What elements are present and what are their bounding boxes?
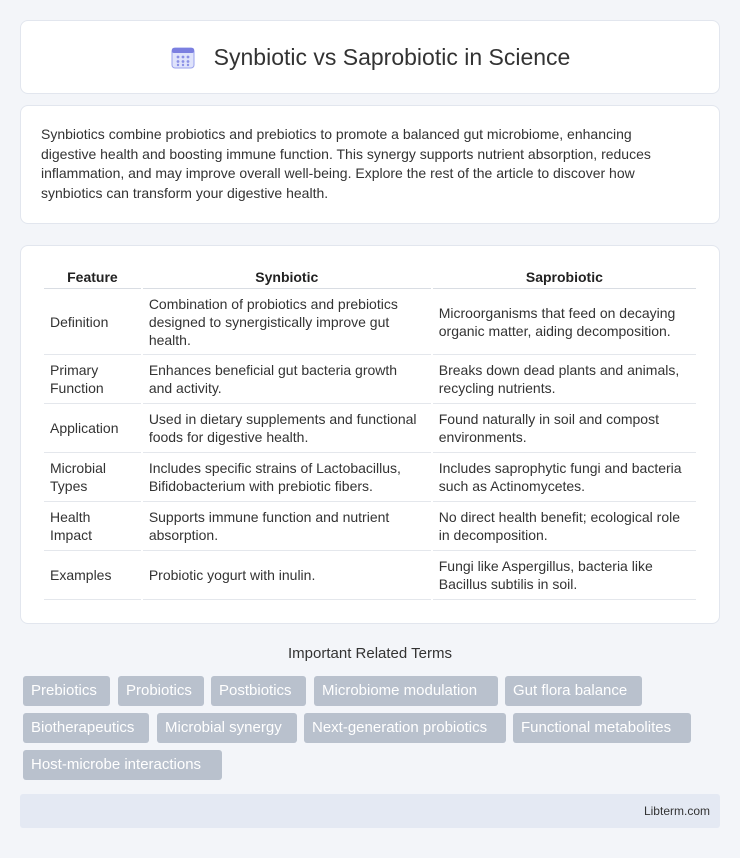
- table-row: [44, 404, 696, 453]
- column-header-saprobiotic: Saprobiotic: [433, 265, 696, 289]
- table-row: [44, 551, 696, 600]
- related-term-tag[interactable]: Postbiotics: [211, 676, 306, 706]
- cell-line: recycling nutrients.: [438, 380, 556, 396]
- related-term-tag[interactable]: Microbial synergy: [157, 713, 297, 743]
- table-row: [44, 502, 696, 551]
- intro-paragraph: [41, 125, 699, 203]
- cell-line: environments.: [438, 429, 527, 445]
- column-header-feature: Feature: [44, 265, 141, 289]
- footer: [20, 794, 720, 828]
- cell-synbiotic: [143, 551, 431, 600]
- cell-line: Probiotic yogurt with inulin.: [148, 567, 316, 583]
- related-term-tag[interactable]: Prebiotics: [23, 676, 110, 706]
- related-term-tag[interactable]: Next-generation probiotics: [304, 713, 506, 743]
- footer-site[interactable]: Libterm.com: [643, 804, 710, 818]
- table-header-row: [44, 265, 696, 289]
- cell-line: Found naturally in soil and compost: [438, 411, 659, 427]
- cell-line: and activity.: [148, 380, 222, 396]
- intro-line: Synbiotics combine probiotics and prebiotics to promote a balanced gut microbiome, enhancing: [41, 126, 632, 142]
- cell-synbiotic: [143, 404, 431, 453]
- intro-line: inflammation, and may improve overall well-being. Explore the rest of the article to discover how: [41, 165, 635, 181]
- related-term-tag[interactable]: Gut flora balance: [505, 676, 642, 706]
- column-header-synbiotic: Synbiotic: [143, 265, 431, 289]
- page-title: Synbiotic vs Saprobiotic in Science: [213, 43, 571, 70]
- cell-line: No direct health benefit; ecological role: [438, 509, 681, 525]
- cell-line: such as Actinomycetes.: [438, 478, 586, 494]
- cell-line: Impact: [50, 527, 93, 543]
- cell-line: Breaks down dead plants and animals,: [438, 362, 680, 378]
- cell-saprobiotic: [433, 551, 696, 600]
- cell-feature: [44, 453, 141, 502]
- cell-saprobiotic: [433, 453, 696, 502]
- cell-saprobiotic: [433, 502, 696, 551]
- intro-line: synbiotics can transform your digestive health.: [41, 184, 329, 201]
- cell-line: Types: [50, 478, 88, 494]
- cell-line: Enhances beneficial gut bacteria growth: [148, 362, 398, 378]
- cell-line: Used in dietary supplements and functional: [148, 411, 417, 427]
- related-term-tag[interactable]: Functional metabolites: [513, 713, 691, 743]
- cell-line: Combination of probiotics and prebiotics: [148, 295, 398, 312]
- cell-saprobiotic: [433, 404, 696, 453]
- table-row: [44, 453, 696, 502]
- comparison-table: [42, 265, 698, 600]
- cell-line: Function: [50, 380, 104, 396]
- cell-line: Microorganisms that feed on decaying: [438, 304, 676, 321]
- header-card: [20, 20, 720, 94]
- cell-synbiotic: [143, 289, 431, 355]
- cell-feature: [44, 355, 141, 404]
- cell-line: Bifidobacterium with prebiotic fibers.: [148, 478, 373, 494]
- intro-card: [20, 105, 720, 224]
- cell-line: absorption.: [148, 527, 219, 543]
- cell-line: Supports immune function and nutrient: [148, 509, 390, 525]
- cell-synbiotic: [143, 355, 431, 404]
- cell-saprobiotic: [433, 289, 696, 355]
- cell-line: Application: [50, 420, 119, 436]
- related-terms-title: Important Related Terms: [288, 645, 452, 662]
- cell-saprobiotic: [433, 355, 696, 404]
- related-term-tag[interactable]: Microbiome modulation: [314, 676, 498, 706]
- cell-line: health.: [148, 331, 191, 348]
- related-term-tag[interactable]: Host-microbe interactions: [23, 750, 222, 780]
- cell-feature: [44, 551, 141, 600]
- cell-feature: [44, 502, 141, 551]
- cell-line: Examples: [50, 567, 112, 583]
- cell-line: Health: [50, 509, 91, 525]
- cell-line: Bacillus subtilis in soil.: [438, 576, 578, 592]
- cell-line: designed to synergistically improve gut: [148, 313, 390, 330]
- cell-line: Includes specific strains of Lactobacillus,: [148, 460, 401, 476]
- cell-synbiotic: [143, 453, 431, 502]
- cell-line: foods for digestive health.: [148, 429, 309, 445]
- table-row: [44, 289, 696, 355]
- related-term-tag[interactable]: Probiotics: [118, 676, 204, 706]
- comparison-card: [20, 245, 720, 624]
- cell-line: organic matter, aiding decomposition.: [438, 322, 671, 339]
- related-term-tag[interactable]: Biotherapeutics: [23, 713, 149, 743]
- cell-line: Includes saprophytic fungi and bacteria: [438, 460, 682, 476]
- cell-synbiotic: [143, 502, 431, 551]
- intro-line: digestive health and boosting immune function. This synergy supports nutrient absorption, reduces: [41, 145, 651, 162]
- table-row: [44, 355, 696, 404]
- calendar-icon: [170, 44, 196, 70]
- cell-line: Microbial: [50, 460, 107, 476]
- cell-line: Fungi like Aspergillus, bacteria like: [438, 558, 653, 574]
- cell-line: Definition: [50, 313, 109, 330]
- cell-feature: [44, 289, 141, 355]
- cell-line: in decomposition.: [438, 527, 548, 543]
- cell-feature: [44, 404, 141, 453]
- cell-line: Primary: [50, 362, 99, 378]
